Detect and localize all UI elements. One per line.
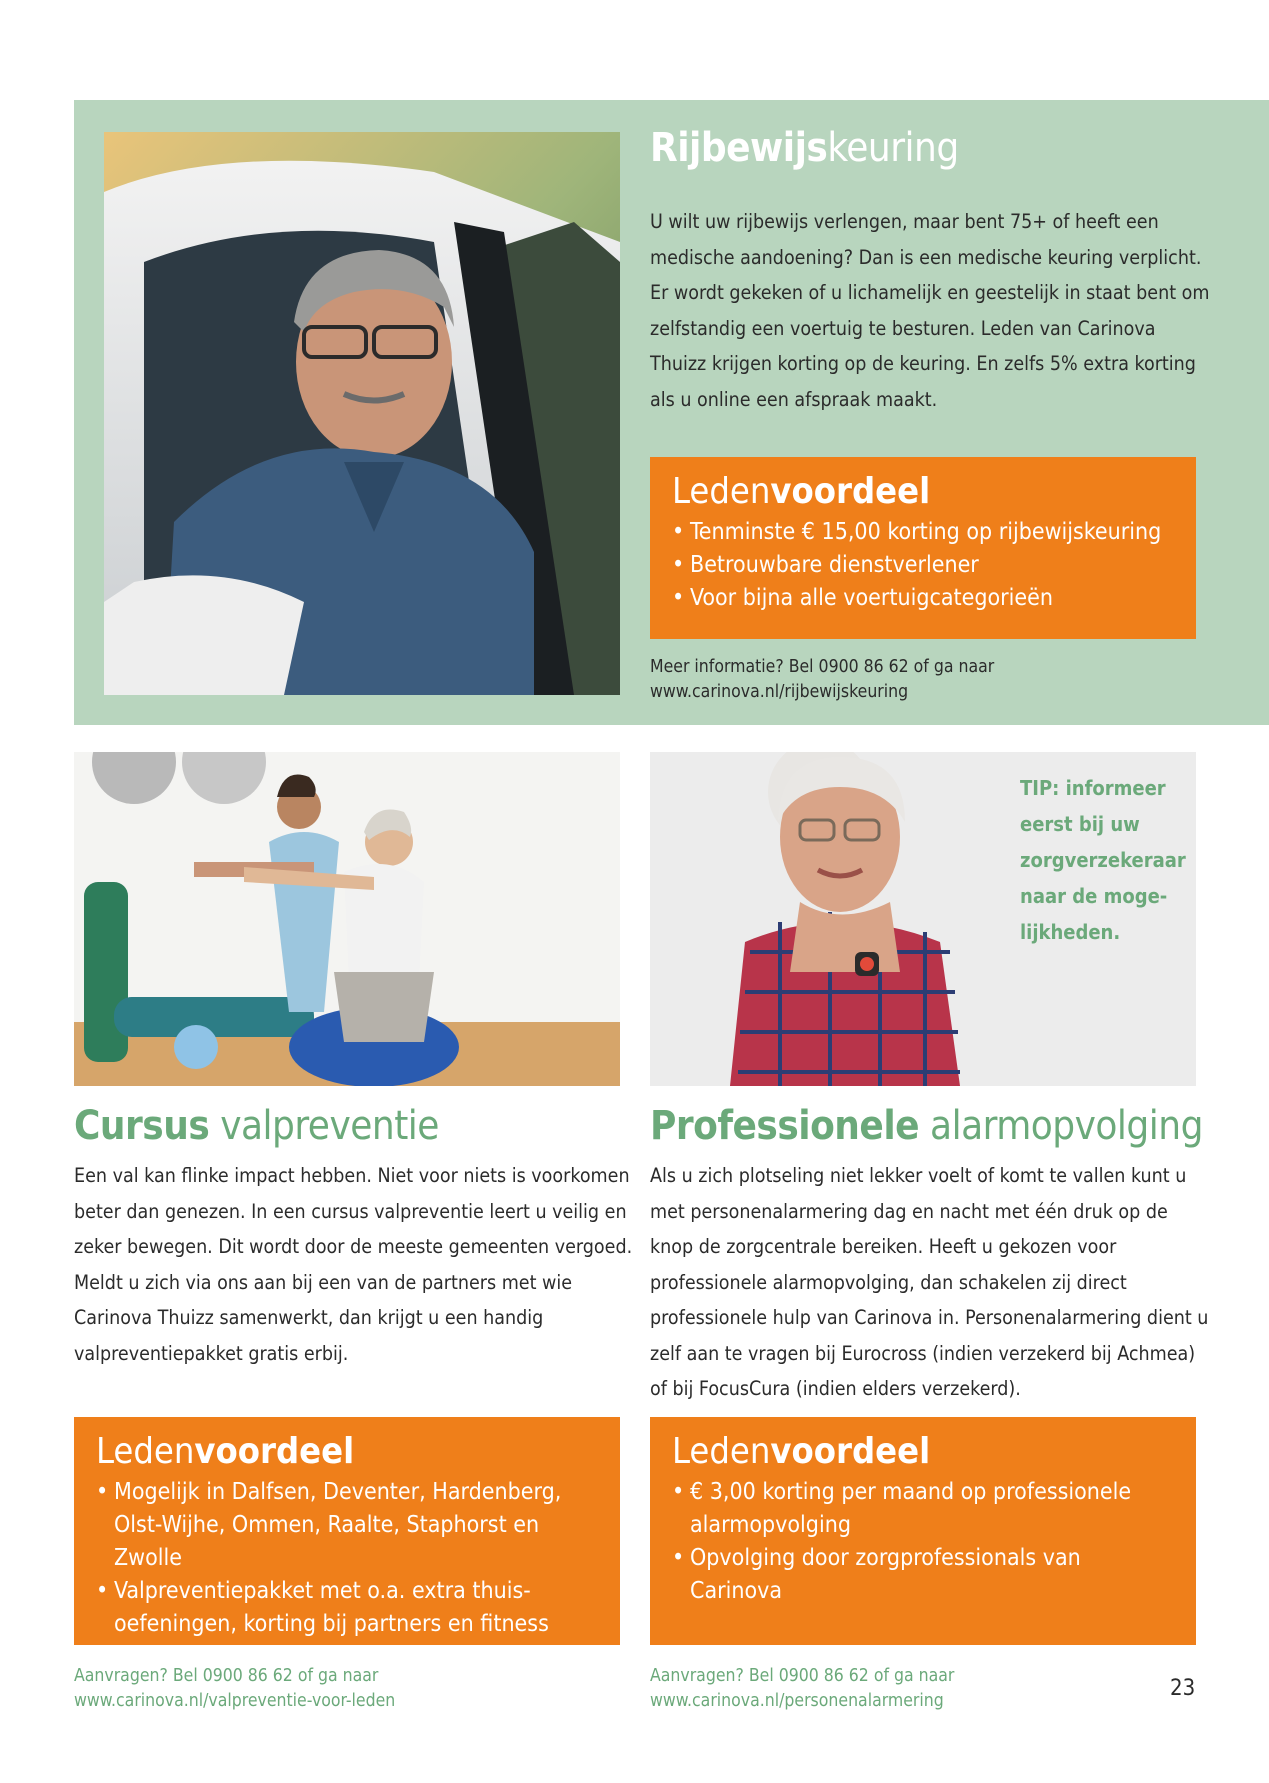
tip-note: TIP: informeer eerst bij uw zorgverzekeraar naar de mogelijkheden. [1020, 776, 1186, 944]
rijbewijs-title: Rijbewijskeuring [650, 125, 959, 171]
rijbewijs-ledenvoordeel-box [650, 457, 1196, 639]
alarmopvolging-body: Als u zich plotseling niet lekker voelt of komt te vallen kunt u met personenalarmering dag en nacht met één druk op de knop de zorgcentrale bereiken. Heeft u gekozen voor professionele alarmopvolging, dan schakelen zij direct professionele hulp van Carinova in. Personenalarmering dient u zelf aan te vragen bij Eurocross (indien verzekerd bij Achmea) of bij FocusCura (indien elders verzekerd). [650, 1164, 1209, 1400]
benefit-item: • Opvolging door zorgprofessionals van Carinova [672, 1542, 1174, 1608]
contact-phone-line: Aanvragen? Bel 0900 86 62 of ga naar [74, 1666, 379, 1686]
benefit-list [672, 1476, 1174, 1608]
benefit-item: • Tenminste € 15,00 korting op rijbewijskeuring [672, 516, 1174, 549]
benefit-item: • Voor bijna alle voertuigcategorieën [672, 582, 1174, 615]
valpreventie-contact-info [74, 1664, 395, 1714]
valpreventie-ledenvoordeel-box [74, 1417, 620, 1671]
rijbewijs-contact-info [650, 655, 994, 705]
ledenvoordeel-title: Ledenvoordeel [672, 471, 931, 512]
benefit-item: • € 3,00 korting per maand op professionele alarmopvolging [672, 1476, 1174, 1542]
exercise-photo [74, 752, 620, 1086]
valpreventie-body: Een val kan flinke impact hebben. Niet voor niets is voorkomen beter dan genezen. In een cursus valpreventie leert u veilig en zeker bewegen. Dit wordt door de meeste gemeenten vergoed. Meldt u zich via ons aan bij een van de partners met wie Carinova Thuizz samenwerkt, dan krijgt u een handig valpreventiepakket gratis erbij. [74, 1164, 633, 1365]
contact-url-link[interactable]: www.carinova.nl/personenalarmering [650, 1691, 944, 1711]
rijbewijs-body: U wilt uw rijbewijs verlengen, maar bent 75+ of heeft een medische aandoening? Dan is een medische keuring verplicht. Er wordt gekeken of u lichamelijk en geestelijk in staat bent om zelfstandig een voertuig te besturen. Leden van Carinova Thuizz krijgen korting op de keuring. En zelfs 5% extra korting als u online een afspraak maakt. [650, 210, 1210, 411]
ledenvoordeel-title: Ledenvoordeel [96, 1431, 355, 1472]
alarmopvolging-contact-info [650, 1664, 954, 1714]
driver-photo [104, 132, 620, 695]
benefit-item: • Valpreventiepakket met o.a. extra thuisoefeningen, korting bij partners en fitness elastiek [96, 1575, 598, 1674]
ledenvoordeel-title: Ledenvoordeel [672, 1431, 931, 1472]
valpreventie-title: Cursus valpreventie [74, 1103, 439, 1149]
benefit-item: • Mogelijk in Dalfsen, Deventer, Hardenberg, Olst-Wijhe, Ommen, Raalte, Staphorst en Zwolle [96, 1476, 598, 1575]
page-number: 23 [1170, 1676, 1196, 1701]
benefit-item: • Betrouwbare dienstverlener [672, 549, 1174, 582]
contact-url-link[interactable]: www.carinova.nl/valpreventie-voor-leden [74, 1691, 396, 1711]
contact-url-link[interactable]: www.carinova.nl/rijbewijskeuring [650, 682, 909, 702]
alarmopvolging-ledenvoordeel-box [650, 1417, 1196, 1645]
benefit-list [672, 516, 1174, 615]
alarmopvolging-title: Professionele alarmopvolging [650, 1103, 1203, 1149]
contact-phone-line: Aanvragen? Bel 0900 86 62 of ga naar [650, 1666, 955, 1686]
benefit-list [96, 1476, 598, 1674]
contact-phone-line: Meer informatie? Bel 0900 86 62 of ga naar [650, 657, 995, 677]
